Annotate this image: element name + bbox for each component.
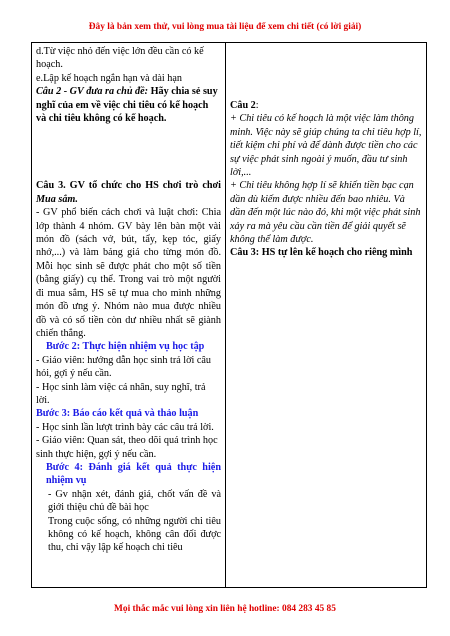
answer-2-planned: + Chi tiêu có kế hoạch là một việc làm thông minh. Việc này sẽ giúp chúng ta chi tiêu hợp lí, tiết kiệm chi phí và để dành được tiền cho các sự việc phát sinh ngoài ý muốn, đầu tư sinh lời,... (230, 113, 422, 179)
step-4-intro: Trong cuộc sống, có những người chi tiêu không có kế hoạch, không cân đối được thu, chi vậy lập kế hoạch chi tiêu (48, 515, 221, 554)
question-2-label: Câu 2 - GV đưa ra chủ đề: (36, 86, 149, 98)
answer-2-unplanned: + Chi tiêu không hợp lí sẽ khiến tiền bạc cạn dần dù kiếm được nhiều đến bao nhiêu. Và dần đến một lúc nào đó, khi một việc phát sinh xảy ra mà yêu cầu cần tiền để giải quyết sẽ không thể làm được. (230, 180, 421, 246)
preview-banner: Đây là bản xem thử, vui lòng mua tài liệu để xem chi tiết (có lời giải) (88, 22, 362, 32)
step-4-heading: Bước 4: Đánh giá kết quả thực hiện nhiệm vụ (46, 461, 221, 487)
teacher-activity-column (36, 45, 221, 555)
step-3-teacher: - Giáo viên: Quan sát, theo dõi quá trình học sinh thực hiện, gợi ý nếu cần. (36, 435, 218, 460)
question-2 (36, 85, 221, 125)
lesson-table (31, 42, 427, 588)
step-3-student: - Học sinh lần lượt trình bày các câu trả lời. (36, 421, 214, 433)
answer-2-colon: : (255, 100, 259, 111)
step-4-conclusion: - Gv nhận xét, đánh giá, chốt vấn đề và giới thiệu chủ đề bài học (48, 488, 221, 514)
step-2-student: - Học sinh làm việc cá nhân, suy nghĩ, trả lời. (36, 381, 206, 406)
game-name: Mua sắm. (36, 193, 78, 205)
item-e: e.Lập kế hoạch ngắn hạn và dài hạn (36, 72, 182, 84)
question-3-label: Câu 3. (36, 180, 66, 192)
step-2-teacher: - Giáo viên: hướng dẫn học sinh trả lời câu hỏi, gợi ý nếu cần. (36, 354, 212, 380)
answer-2-title: Câu 2 (230, 100, 256, 111)
hotline-banner: Mọi thắc mắc vui lòng xin liên hệ hotline: 084 283 45 85 (114, 604, 336, 614)
question-3-text: GV tổ chức cho HS chơi trò chơi (65, 180, 221, 192)
step-3-heading: Bước 3: Báo cáo kết quả và thảo luận (36, 408, 199, 420)
answer-2-label (230, 99, 422, 112)
question-3 (36, 179, 221, 206)
student-product-column (230, 99, 422, 260)
question-2-text: Hãy chia sẻ suy nghĩ của em về việc chi tiêu có kế hoạch và chi tiêu không có kế hoạch. (36, 86, 218, 125)
step-2-heading: Bước 2: Thực hiện nhiệm vụ học tập (46, 341, 205, 353)
answer-3: Câu 3: HS tự lên kế hoạch cho riêng mình (230, 247, 413, 259)
item-d: d.Từ việc nhỏ đến việc lớn đều cần có kế hoạch. (36, 46, 204, 71)
column-divider (225, 43, 226, 587)
game-rules: - GV phổ biến cách chơi và luật chơi: Chia lớp thành 4 nhóm. GV bày lên bàn một vài món đồ (sách vở, bút, tẩy, kẹp tóc, giấy nhớ,...) và làm bảng giá cho từng món đồ. Mỗi học sinh sẽ được phát cho một số tiền (bằng giấy) cụ thể. Trong vai trò một người đi mua sắm, HS sẽ tự mua cho mình những món đồ ưng ý. Nhóm nào mua được nhiều đồ và có số tiền còn dư nhiều nhất sẽ giành chiến thắng. (36, 207, 221, 339)
